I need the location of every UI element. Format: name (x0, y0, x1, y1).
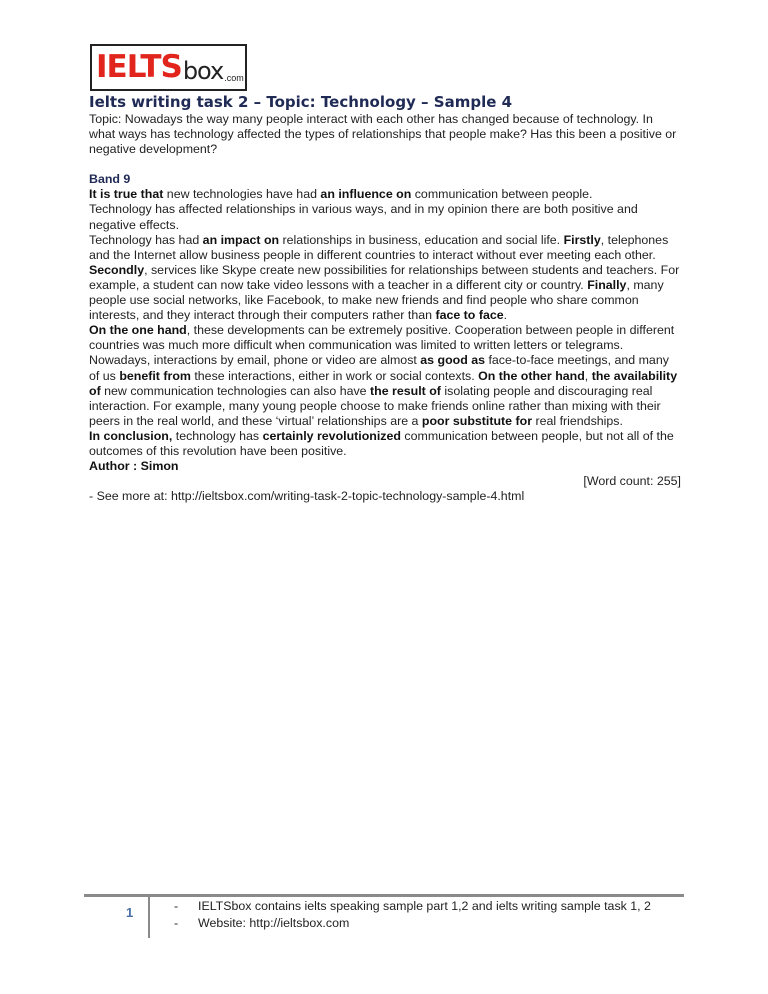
text-run: Technology has had (89, 232, 203, 247)
footer-divider (148, 896, 150, 938)
bold-phrase: On the other hand (478, 368, 585, 383)
bold-phrase: an influence on (320, 187, 412, 202)
ieltsbox-logo (90, 44, 247, 91)
topic-text: Topic: Nowadays the way many people interact with each other has changed because of technology. In what ways has technology affected the types of relationships that people make? Has this been a positive or negative development? (89, 112, 677, 157)
logo-box-text: box (182, 57, 224, 85)
paragraph-1 (89, 187, 681, 202)
word-count: [Word count: 255] (583, 474, 681, 489)
text-run: relationships in business, education and social life. (279, 232, 564, 247)
footer-item (174, 898, 651, 915)
paragraph-5 (89, 429, 681, 459)
see-more-link[interactable]: - See more at: http://ieltsbox.com/writing-task-2-topic-technology-sample-4.html (89, 489, 525, 504)
text-run: communication between people, but not all of the outcomes of this revolution have been positive. (89, 428, 674, 458)
text-run: , (584, 368, 592, 383)
footer-rule (84, 894, 684, 897)
text-run: Technology has affected relationships in various ways, and in my opinion there are both positive and negative effects. (89, 202, 638, 232)
bold-phrase: as good as (420, 353, 486, 368)
text-run: communication between people. (411, 187, 593, 202)
text-run: , many people use social networks, like Facebook, to make new friends and find people who share common interests, and they interact through their computers rather than (89, 277, 664, 323)
bold-phrase: an impact on (202, 232, 280, 247)
author-line (89, 459, 681, 474)
text-run: real friendships. (532, 413, 623, 428)
text-run: isolating people and discouraging real interaction. For example, many young people choose to make friends online rather than mixing with their peers in the real world, and these ‘virtual’ relationships are a (89, 383, 661, 428)
bold-phrase: the availability of (89, 368, 678, 398)
text-run: these interactions, either in work or social contexts. (190, 368, 479, 383)
footer-item-text: IELTSbox contains ielts speaking sample part 1,2 and ielts writing sample task 1, 2 (198, 899, 651, 913)
spacer (89, 157, 681, 172)
bold-phrase: face to face (435, 308, 504, 323)
band-label: Band 9 (89, 172, 131, 187)
bold-phrase: poor substitute for (421, 413, 533, 428)
paragraph-2 (89, 202, 681, 232)
logo-ielts-text: IELTS (96, 49, 182, 85)
footer-list (174, 898, 651, 932)
bold-phrase: benefit from (119, 368, 191, 383)
document-body (89, 92, 681, 504)
text-run: , these developments can be extremely positive. Cooperation between people in different countries was much more difficult when communication was limited to written letters or telegrams. Nowadays, interactions by email, phone or video are almost (89, 323, 675, 368)
bold-phrase: On the one hand (89, 323, 187, 338)
author-text: Author : Simon (89, 459, 179, 474)
text-run: technology has (172, 428, 263, 443)
logo-com-text: .com (224, 73, 244, 83)
bold-phrase: In conclusion, (89, 428, 173, 443)
footer-item (174, 915, 651, 932)
bold-phrase: the result of (370, 383, 441, 398)
bold-phrase: certainly revolutionized (262, 428, 401, 443)
bold-phrase: Finally (587, 277, 627, 292)
text-run: new technologies have had (163, 187, 321, 202)
text-run: , telephones and the Internet allow business people in different countries to interact without ever meeting each other. (89, 232, 669, 262)
paragraph-4 (89, 323, 681, 429)
text-run: , services like Skype create new possibilities for relationships between students and teachers. For example, a student can now take video lessons with a teacher in a different city or country. (89, 262, 680, 292)
page-number: 1 (126, 905, 134, 920)
footer-item-text[interactable]: Website: http://ieltsbox.com (198, 916, 350, 930)
paragraph-3 (89, 233, 681, 324)
bold-phrase: Firstly (563, 232, 601, 247)
page-title: Ielts writing task 2 – Topic: Technology – Sample 4 (89, 93, 513, 111)
text-run: face-to-face meetings, and many of us (89, 353, 669, 383)
bold-phrase: Secondly (89, 262, 145, 277)
bold-phrase: It is true that (89, 187, 164, 202)
footer-dash: - (174, 899, 179, 913)
text-run: . (503, 308, 508, 323)
footer-dash: - (174, 916, 179, 930)
text-run: new communication technologies can also have (100, 383, 371, 398)
